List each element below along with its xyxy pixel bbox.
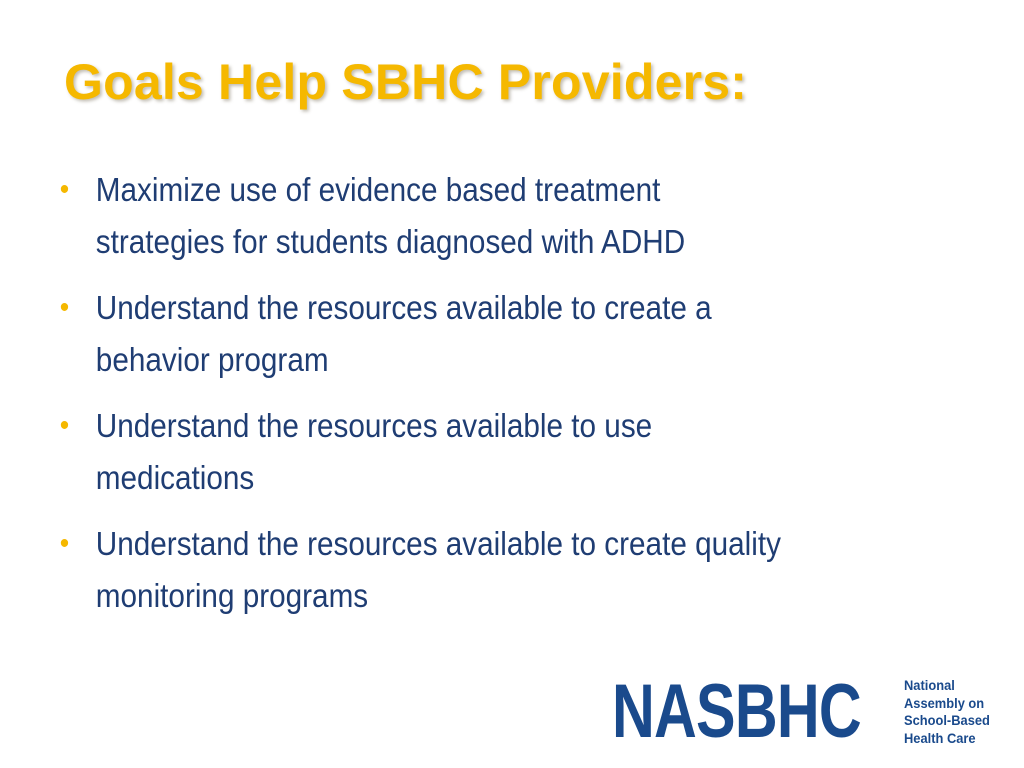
bullet-text-line: Understand the resources available to create a [95,289,712,326]
bullet-text-line: monitoring programs [95,577,369,614]
bullet-item [58,164,996,268]
bullet-icon: • [59,173,70,206]
nasbhc-logo [612,669,997,754]
bullet-item [58,400,996,504]
bullet-text-line: Maximize use of evidence based treatment [95,171,661,208]
bullet-item [58,282,996,386]
bullet-icon: • [59,527,70,560]
bullet-list [58,164,988,636]
bullet-text-line: behavior program [95,341,329,378]
bullet-text-line: medications [95,459,255,496]
logo-tagline-line: Assembly on [904,694,985,711]
bullet-text-line: strategies for students diagnosed with ADHD [95,223,686,260]
bullet-item [58,518,996,622]
bullet-icon: • [59,291,70,324]
bullet-text-line: Understand the resources available to use [95,407,653,444]
logo-tagline-line: School-Based [904,712,990,728]
bullet-icon: • [59,409,70,442]
logo-tagline [904,677,990,747]
logo-tagline-line: National [904,677,955,693]
slide-title: Goals Help SBHC Providers: [64,54,748,110]
bullet-text-line: Understand the resources available to create quality [95,525,781,562]
logo-tagline-line: Health Care [904,729,976,746]
logo-wordmark: NASBHC [612,669,861,754]
